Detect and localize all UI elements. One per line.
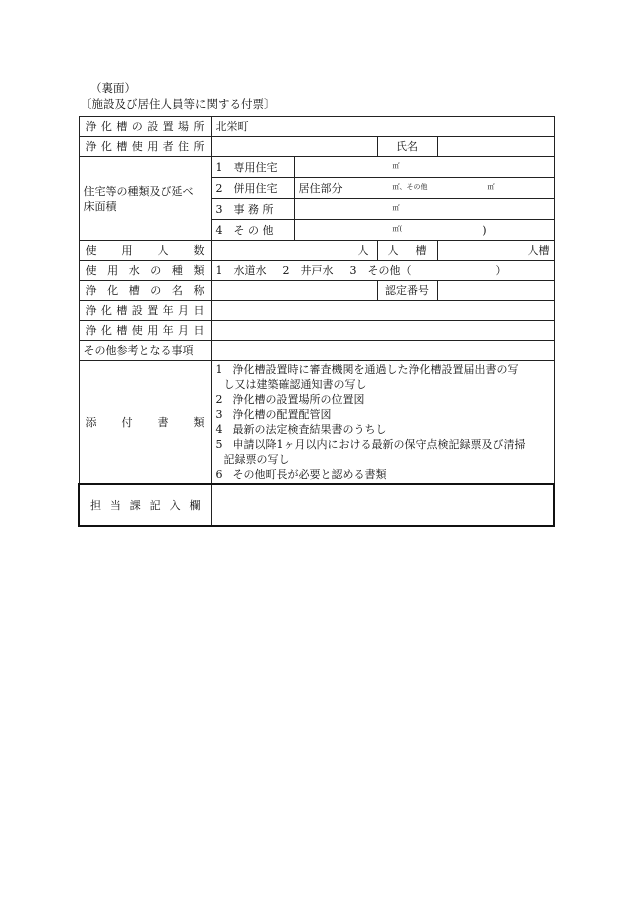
housing-type-2: 2 併用住宅 — [211, 178, 294, 199]
label-char: 槽 — [128, 284, 140, 297]
label-char: 月 — [178, 324, 190, 337]
label-char: 所 — [193, 120, 205, 133]
install-date-label — [79, 301, 211, 321]
user-address-label — [79, 137, 211, 157]
install-date-row — [79, 301, 554, 321]
label-char: の — [131, 120, 143, 133]
tank-name-label-text — [84, 281, 207, 300]
attachments-label-text — [84, 413, 207, 432]
attachment-item-cont: 記録票の写し — [223, 453, 290, 466]
label-char: 日 — [193, 304, 205, 317]
label-char: 使 — [131, 140, 143, 153]
label-char: 年 — [162, 324, 174, 337]
label-char: 用 — [147, 324, 159, 337]
tank-size-label — [377, 241, 437, 261]
attachment-item: 6 その他町長が必要と認める書類 — [215, 468, 387, 481]
name-label: 氏名 — [377, 137, 437, 157]
water-options[interactable] — [211, 261, 554, 281]
water-label-text — [84, 261, 207, 280]
label-char: 入 — [169, 498, 181, 512]
persons-row — [79, 241, 554, 261]
persons-field[interactable]: 人 — [211, 241, 377, 261]
label-char: 水 — [128, 264, 140, 277]
label-char: 付 — [121, 415, 133, 429]
label-char: 者 — [162, 140, 174, 153]
attachments-row — [79, 361, 554, 485]
attachment-item: 3 浄化槽の配置配管図 — [215, 408, 332, 421]
label-char: 使 — [131, 324, 143, 337]
form-table — [78, 116, 555, 527]
use-date-label-text — [84, 321, 207, 340]
housing-type-1: 1 専用住宅 — [211, 157, 294, 178]
label-char: 置 — [147, 304, 159, 317]
attachment-item-cont: し又は建築確認通知書の写し — [223, 378, 367, 391]
label-char: 人 — [157, 244, 169, 257]
label-char: 化 — [100, 120, 112, 133]
water-option-close: ） — [495, 264, 507, 277]
housing-area-1[interactable]: ㎡ — [294, 157, 554, 178]
label-char: 化 — [100, 140, 112, 153]
use-date-row — [79, 321, 554, 341]
staff-label — [79, 484, 211, 526]
location-label-text — [84, 117, 207, 136]
label-char: 浄 — [85, 140, 97, 153]
cert-number-field[interactable] — [437, 281, 554, 301]
water-option-3[interactable]: 3 その他（ — [349, 264, 412, 277]
label-char: 年 — [162, 304, 174, 317]
attachments-list — [211, 361, 554, 485]
label-char: 称 — [193, 284, 205, 297]
label-char: 数 — [193, 244, 205, 257]
housing-label: 住宅等の種類及び延べ床面積 — [79, 157, 211, 241]
tank-name-row — [79, 281, 554, 301]
name-field[interactable] — [437, 137, 554, 157]
staff-field[interactable] — [211, 484, 554, 526]
label-char: の — [150, 264, 162, 277]
attachment-item: 2 浄化槽の設置場所の位置図 — [215, 393, 365, 406]
housing-area-2[interactable]: 居住部分 $^{㎡、その他}$ ㎡ — [294, 178, 554, 199]
label-char: 槽 — [116, 304, 128, 317]
reverse-side-label: （裏面） — [90, 81, 136, 95]
label-char: 浄 — [85, 284, 97, 297]
housing-type-4: 4 そ の 他 — [211, 220, 294, 241]
label-char: 槽 — [116, 120, 128, 133]
label-char: 記 — [149, 498, 161, 512]
label-char: 槽 — [116, 324, 128, 337]
install-date-label-text — [84, 301, 207, 320]
label-char: の — [150, 284, 162, 297]
persons-label-text — [84, 241, 207, 260]
use-date-label — [79, 321, 211, 341]
label-char: 欄 — [189, 498, 201, 512]
water-label — [79, 261, 211, 281]
attachment-item: 4 最新の法定検査結果書のうちし — [215, 423, 387, 436]
water-row — [79, 261, 554, 281]
label-char: 所 — [193, 140, 205, 153]
label-char: 当 — [109, 498, 121, 512]
label-char: 書 — [157, 415, 169, 429]
label-char: 使 — [85, 244, 97, 257]
form-title: 〔施設及び居住人員等に関する付票〕 — [80, 97, 276, 111]
label-char: 類 — [193, 264, 205, 277]
housing-type-3: 3 事 務 所 — [211, 199, 294, 220]
attachments-label — [79, 361, 211, 485]
label-char: 用 — [121, 244, 133, 257]
label-char: 場 — [178, 120, 190, 133]
label-char: 化 — [100, 304, 112, 317]
persons-label — [79, 241, 211, 261]
water-option-2[interactable]: 2 井戸水 — [282, 264, 334, 277]
staff-label-text — [84, 496, 207, 515]
label-char: 月 — [178, 304, 190, 317]
user-address-row — [79, 137, 554, 157]
label-char: 化 — [100, 324, 112, 337]
location-value[interactable]: 北栄町 — [211, 117, 554, 137]
label-char: 浄 — [85, 324, 97, 337]
label-char: 槽 — [415, 244, 427, 257]
label-char: 添 — [85, 415, 97, 429]
label-char: 名 — [171, 284, 183, 297]
staff-row — [79, 484, 554, 526]
user-address-label-text — [84, 137, 207, 156]
housing-area-4[interactable]: ㎡( ) — [294, 220, 554, 241]
tank-size-label-text — [382, 241, 433, 260]
label-char: 住 — [178, 140, 190, 153]
label-char: 人 — [387, 244, 399, 257]
location-row — [79, 117, 554, 137]
attachment-item: 1 浄化槽設置時に審査機関を通過した浄化槽設置届出書の写 — [215, 363, 519, 376]
other-label: その他参考となる事項 — [79, 341, 211, 361]
label-char: 使 — [85, 264, 97, 277]
housing-area-3[interactable]: ㎡ — [294, 199, 554, 220]
housing-row-1 — [79, 157, 554, 178]
label-char: 浄 — [85, 304, 97, 317]
label-char: 種 — [171, 264, 183, 277]
other-row — [79, 341, 554, 361]
label-char: 用 — [147, 140, 159, 153]
install-date-field[interactable] — [211, 301, 554, 321]
label-char: 設 — [131, 304, 143, 317]
label-char: 化 — [107, 284, 119, 297]
label-char: 槽 — [116, 140, 128, 153]
other-field[interactable] — [211, 341, 554, 361]
water-option-1[interactable]: 1 水道水 — [215, 264, 267, 277]
user-address-field[interactable] — [211, 137, 377, 157]
use-date-field[interactable] — [211, 321, 554, 341]
tank-name-label — [79, 281, 211, 301]
tank-size-field[interactable]: 人槽 — [437, 241, 554, 261]
label-char: 類 — [193, 415, 205, 429]
label-char: 担 — [90, 498, 101, 512]
attachment-item: 5 申請以降1ヶ月以内における最新の保守点検記録票及び清掃 — [215, 438, 526, 451]
label-char: 用 — [107, 264, 119, 277]
label-char: 設 — [147, 120, 159, 133]
tank-name-field[interactable] — [211, 281, 377, 301]
label-char: 浄 — [85, 120, 97, 133]
cert-number-label: 認定番号 — [377, 281, 437, 301]
label-char: 課 — [129, 498, 141, 512]
label-char: 置 — [162, 120, 174, 133]
location-label — [79, 117, 211, 137]
label-char: 日 — [193, 324, 205, 337]
